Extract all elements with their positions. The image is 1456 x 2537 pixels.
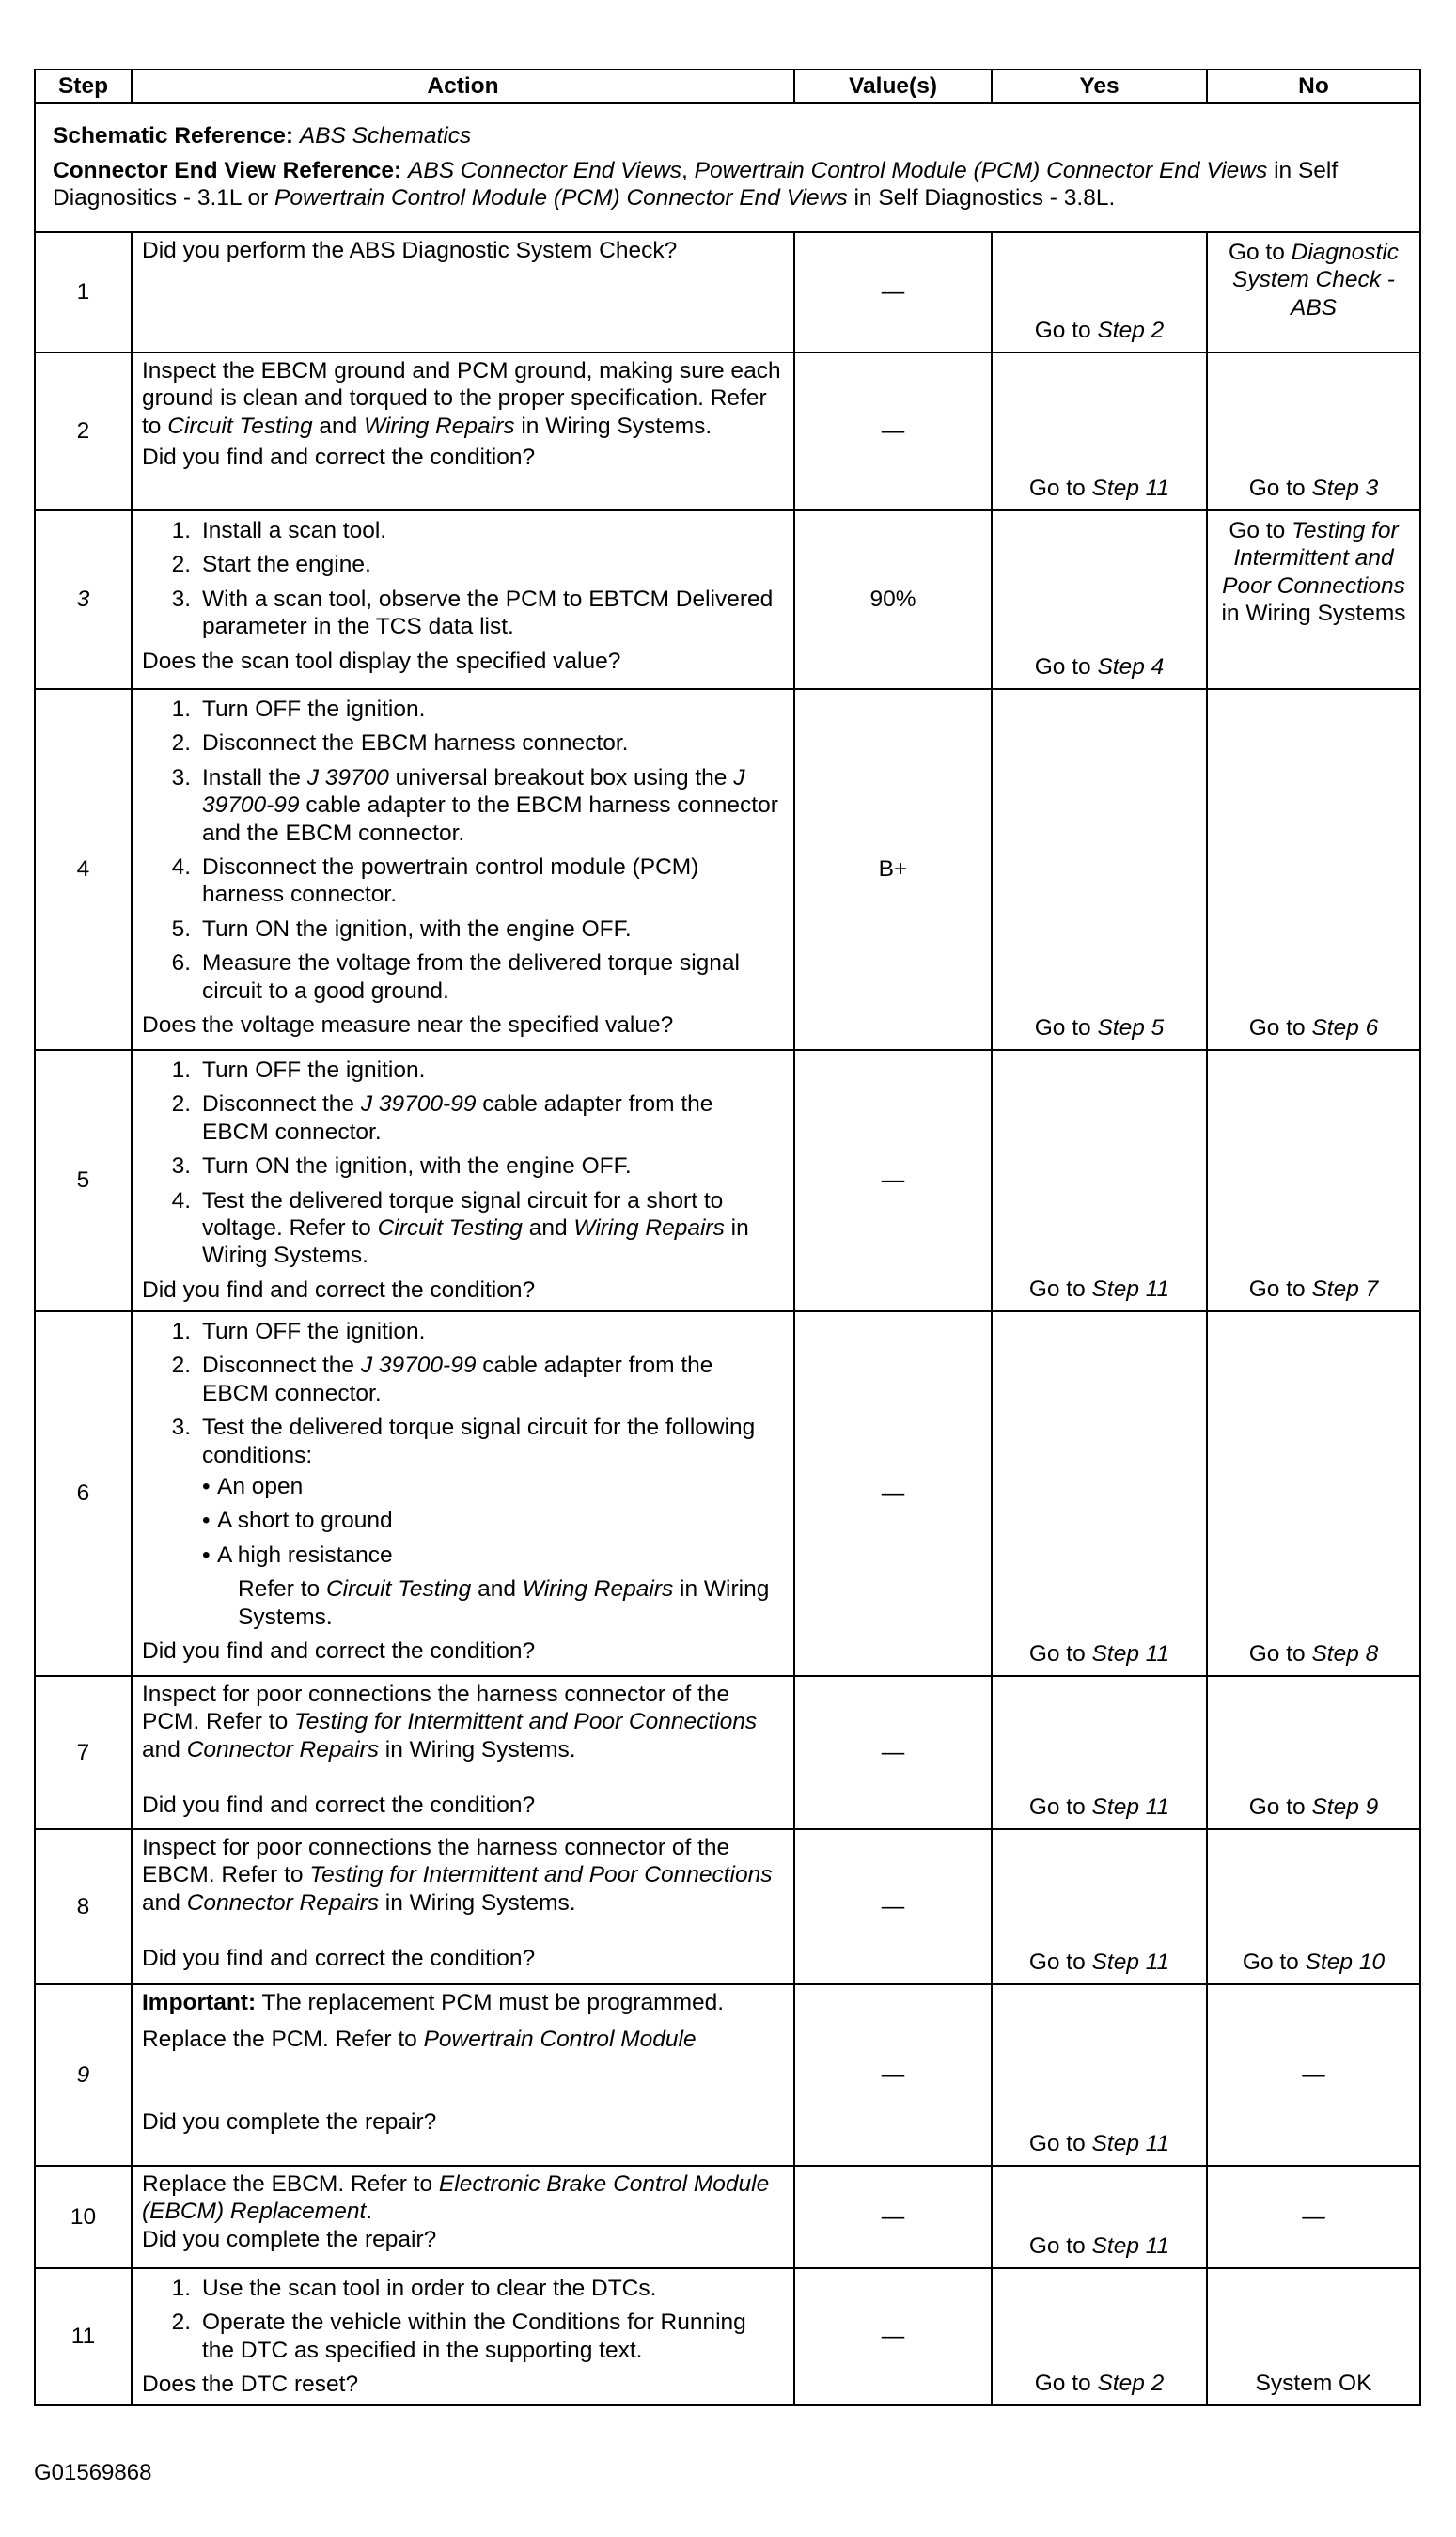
step-number: 5 (35, 1050, 132, 1311)
tool-link[interactable]: J 39700-99 (202, 764, 745, 819)
text-run: in Wiring Systems. (514, 413, 712, 439)
step-instruction: Inspect for poor connections the harness connector of the PCM. Refer to Testing for Intermittent and Poor Connections and Connector Repairs in Wiring Systems. (142, 1682, 758, 1762)
step-action (132, 1829, 794, 1984)
reference-cell (35, 103, 1420, 232)
step-yes (992, 1050, 1207, 1311)
no-prefix: Go to (1242, 1949, 1306, 1975)
list-item: 6. Measure the voltage from the delivered torque signal circuit to a good ground. (171, 950, 740, 1004)
step-value: — (794, 352, 992, 510)
yes-prefix: Go to (1028, 2232, 1092, 2259)
step-action (132, 352, 794, 510)
ref-link[interactable]: Circuit Testing (377, 1214, 523, 1241)
step-number: 11 (35, 2268, 132, 2405)
step-value: — (794, 1676, 992, 1829)
step-question: Does the voltage measure near the specified value? (142, 1011, 674, 1038)
step-row-3 (35, 510, 1420, 689)
bullet-item: • A high resistance (202, 1542, 393, 1568)
step-row-7 (35, 1676, 1420, 1829)
ref-link[interactable]: Circuit Testing (167, 413, 313, 439)
list-item: 2. Operate the vehicle within the Conditions for Running the DTC as specified in the supporting text. (171, 2310, 746, 2363)
step-value: — (794, 1829, 992, 1984)
yes-link[interactable]: Step 11 (1091, 2130, 1170, 2156)
step-yes (992, 510, 1207, 689)
refer-note: Refer to Circuit Testing and Wiring Repairs in Wiring Systems. (238, 1576, 770, 1630)
header-no: No (1207, 70, 1420, 103)
important-note: Important: The replacement PCM must be programmed. (142, 1990, 725, 2015)
no-prefix: Go to (1248, 1793, 1312, 1820)
step-row-10 (35, 2166, 1420, 2268)
step-number: 4 (35, 689, 132, 1050)
step-yes (992, 2166, 1207, 2268)
step-value: — (794, 2166, 992, 2268)
header-step: Step (35, 70, 132, 103)
step-number: 7 (35, 1676, 132, 1829)
no-prefix: Go to (1248, 1276, 1312, 1302)
step-row-9 (35, 1984, 1420, 2166)
list-item: 3. Install the J 39700 universal breakout box using the J 39700-99 cable adapter to the EBCM harness connector and the EBCM connector. (171, 764, 778, 846)
yes-prefix: Go to (1034, 2370, 1098, 2396)
step-no (1207, 1311, 1420, 1676)
step-yes (992, 689, 1207, 1050)
step-question: Did you find and correct the condition? (142, 1637, 536, 1664)
step-row-6 (35, 1311, 1420, 1676)
step-action (132, 1311, 794, 1676)
yes-prefix: Go to (1028, 1276, 1092, 1302)
tool-link[interactable]: J 39700-99 (360, 1353, 477, 1379)
step-row-1 (35, 232, 1420, 352)
no-link[interactable]: Step 10 (1305, 1949, 1386, 1975)
step-no (1207, 352, 1420, 510)
list-item: 4. Disconnect the powertrain control module (PCM) harness connector. (171, 853, 699, 908)
list-item: 2. Disconnect the J 39700-99 cable adapter from the EBCM connector. (171, 1353, 713, 1406)
connector-ref-link-2[interactable]: Powertrain Control Module (PCM) Connector End Views (694, 158, 1268, 184)
connector-sep: , (681, 158, 695, 184)
ref-link[interactable]: Circuit Testing (325, 1576, 472, 1603)
step-action (132, 232, 794, 352)
step-yes (992, 1676, 1207, 1829)
yes-link[interactable]: Step 5 (1097, 1014, 1165, 1041)
step-yes (992, 232, 1207, 352)
step-value: — (794, 1311, 992, 1676)
step-yes (992, 2268, 1207, 2405)
header-row (35, 70, 1420, 103)
ref-link[interactable]: Wiring Repairs (573, 1214, 725, 1241)
ref-link[interactable]: Electronic Brake Control Module (EBCM) Replacement (142, 2171, 770, 2225)
yes-prefix: Go to (1028, 1640, 1092, 1667)
connector-ref-end: in Self Diagnostics - 3.8L. (847, 184, 1116, 211)
list-item: 2. Disconnect the EBCM harness connector. (171, 730, 629, 757)
yes-link[interactable]: Step 11 (1091, 1276, 1170, 1302)
no-link[interactable]: Step 6 (1311, 1014, 1379, 1041)
condition-list (202, 1473, 784, 1569)
step-question: Does the DTC reset? (142, 2372, 359, 2398)
text-run: and (312, 413, 365, 439)
step-row-11 (35, 2268, 1420, 2405)
step-value: 90% (794, 510, 992, 689)
step-question: Did you complete the repair? (142, 2108, 437, 2135)
step-list (142, 2275, 784, 2364)
step-question: Did you find and correct the condition? (142, 1793, 536, 1819)
schematic-ref-label: Schematic Reference: (53, 123, 294, 149)
step-question: Did you find and correct the condition? (142, 1946, 536, 1972)
step-yes (992, 1829, 1207, 1984)
step-row-2 (35, 352, 1420, 510)
yes-link[interactable]: Step 11 (1091, 475, 1170, 501)
no-suffix: in Wiring Systems (1221, 601, 1406, 627)
ref-link[interactable]: Connector Repairs (186, 1736, 379, 1762)
list-item: 2. Disconnect the J 39700-99 cable adapter from the EBCM connector. (171, 1091, 713, 1145)
yes-prefix: Go to (1034, 317, 1098, 343)
yes-link[interactable]: Step 11 (1091, 2232, 1170, 2259)
step-yes (992, 1984, 1207, 2166)
list-item: 2. Start the engine. (171, 552, 371, 578)
ref-link[interactable]: Powertrain Control Module (423, 2027, 697, 2053)
connector-ref-link-1[interactable]: ABS Connector End Views (408, 158, 682, 184)
step-no: — (1207, 2166, 1420, 2268)
no-link[interactable]: Step 3 (1311, 475, 1379, 501)
bullet-item: • A short to ground (202, 1508, 393, 1534)
step-instruction: Inspect for poor connections the harness connector of the EBCM. Refer to Testing for Intermittent and Poor Connections and Connector Repairs in Wiring Systems. (142, 1835, 773, 1916)
step-yes (992, 352, 1207, 510)
step-list (142, 517, 784, 641)
yes-link[interactable]: Step 2 (1097, 2370, 1165, 2396)
connector-or: or (241, 184, 275, 211)
list-item: 5. Turn ON the ignition, with the engine OFF. (171, 916, 632, 942)
header-yes: Yes (992, 70, 1207, 103)
reference-row (35, 103, 1420, 232)
list-item: 1. Use the scan tool in order to clear the DTCs. (171, 2276, 657, 2301)
no-prefix: Go to (1228, 240, 1292, 265)
list-item: 1. Install a scan tool. (171, 518, 387, 543)
no-prefix: Go to (1248, 1640, 1312, 1667)
step-row-5 (35, 1050, 1420, 1311)
step-list (142, 1057, 784, 1270)
step-action (132, 2268, 794, 2405)
step-list (142, 1318, 784, 1631)
yes-link[interactable]: Step 4 (1097, 653, 1165, 680)
ref-link[interactable]: Testing for Intermittent and Poor Connections (294, 1709, 758, 1735)
ref-link[interactable]: Wiring Repairs (364, 413, 515, 439)
no-link[interactable]: Testing for Intermittent and Poor Connections (1222, 518, 1405, 599)
step-value: B+ (794, 689, 992, 1050)
step-number: 6 (35, 1311, 132, 1676)
step-question: Did you find and correct the condition? (142, 445, 536, 471)
step-no: — (1207, 1984, 1420, 2166)
figure-code: G01569868 (34, 2460, 152, 2485)
step-question: Did you complete the repair? (142, 2226, 437, 2252)
yes-prefix: Go to (1028, 1949, 1092, 1975)
list-item: 3. With a scan tool, observe the PCM to EBTCM Delivered parameter in the TCS data list. (171, 586, 774, 640)
no-prefix: Go to (1248, 1014, 1312, 1041)
step-question: Did you find and correct the condition? (142, 1276, 536, 1303)
yes-prefix: Go to (1028, 475, 1092, 501)
step-number: 3 (35, 510, 132, 689)
yes-link[interactable]: Step 2 (1097, 317, 1165, 343)
tool-link[interactable]: J 39700-99 (360, 1091, 477, 1118)
step-question: Does the scan tool display the specified value? (142, 648, 621, 674)
step-no (1207, 1050, 1420, 1311)
step-no (1207, 1676, 1420, 1829)
yes-link[interactable]: Step 11 (1091, 1949, 1170, 1975)
step-no (1207, 689, 1420, 1050)
ref-link[interactable]: Testing for Intermittent and Poor Connections (309, 1862, 773, 1888)
step-value: — (794, 2268, 992, 2405)
step-instruction: Replace the EBCM. Refer to Electronic Brake Control Module (EBCM) Replacement. (142, 2171, 770, 2225)
ref-link[interactable]: Wiring Repairs (522, 1576, 674, 1603)
list-item: 1. Turn OFF the ignition. (171, 697, 426, 722)
text-run: Inspect the EBCM ground and PCM ground, making sure each ground is clean and torqued to the proper specification. Refer to (142, 358, 781, 439)
no-link[interactable]: Step 7 (1311, 1276, 1379, 1302)
diagnostic-table-container (34, 69, 1419, 2406)
connector-ref-label: Connector End View Reference: (53, 158, 402, 184)
step-number: 8 (35, 1829, 132, 1984)
list-item: 1. Turn OFF the ignition. (171, 1319, 426, 1344)
yes-prefix: Go to (1034, 1014, 1098, 1041)
header-action: Action (132, 70, 794, 103)
no-link[interactable]: Step 9 (1311, 1793, 1379, 1820)
yes-prefix: Go to (1028, 2130, 1092, 2156)
connector-ref-mid: in Self Diagnositics - 3.1L (53, 158, 1339, 211)
step-instruction: Replace the PCM. Refer to Powertrain Control Module (142, 2027, 697, 2053)
step-number: 1 (35, 232, 132, 352)
no-link[interactable]: Step 8 (1311, 1640, 1379, 1667)
yes-prefix: Go to (1028, 1793, 1092, 1820)
yes-link[interactable]: Step 11 (1091, 1640, 1170, 1667)
ref-link[interactable]: Connector Repairs (186, 1889, 379, 1916)
yes-link[interactable]: Step 11 (1091, 1793, 1170, 1820)
step-no: System OK (1207, 2268, 1420, 2405)
list-item: 3. Test the delivered torque signal circuit for the following conditions: • An open • A short to ground • A high resistance Refer to Circuit Testing and Wiring Repairs in Wiring Systems. (142, 1414, 784, 1631)
header-value: Value(s) (794, 70, 992, 103)
diagnostic-table (34, 69, 1421, 2406)
step-list (142, 696, 784, 1005)
step-action (132, 510, 794, 689)
step-value: — (794, 1050, 992, 1311)
step-number: 9 (35, 1984, 132, 2166)
tool-link[interactable]: J 39700 (306, 764, 389, 791)
no-prefix: Go to (1248, 475, 1312, 501)
list-item: 3. Turn ON the ignition, with the engine OFF. (171, 1153, 632, 1180)
bullet-item: • An open (202, 1473, 304, 1499)
step-question: Did you perform the ABS Diagnostic System Check? (142, 238, 678, 263)
step-value: — (794, 232, 992, 352)
step-no (1207, 510, 1420, 689)
no-link[interactable]: Diagnostic System Check - ABS (1232, 240, 1400, 321)
step-row-4 (35, 689, 1420, 1050)
step-instruction (142, 357, 784, 440)
list-item: 4. Test the delivered torque signal circuit for a short to voltage. Refer to Circuit Testing and Wiring Repairs in Wiring Systems. (171, 1187, 749, 1269)
step-action (132, 689, 794, 1050)
step-yes (992, 1311, 1207, 1676)
step-number: 10 (35, 2166, 132, 2268)
step-action (132, 1984, 794, 2166)
connector-ref-link-3[interactable]: Powertrain Control Module (PCM) Connector End Views (274, 184, 848, 211)
step-no (1207, 232, 1420, 352)
list-item: 1. Turn OFF the ignition. (171, 1057, 426, 1083)
step-value: — (794, 1984, 992, 2166)
step-no (1207, 1829, 1420, 1984)
yes-prefix: Go to (1034, 653, 1098, 680)
no-prefix: Go to (1229, 518, 1292, 543)
step-action (132, 1676, 794, 1829)
step-row-8 (35, 1829, 1420, 1984)
step-action (132, 1050, 794, 1311)
step-number: 2 (35, 352, 132, 510)
schematic-ref-link[interactable]: ABS Schematics (299, 123, 472, 149)
step-action (132, 2166, 794, 2268)
important-label: Important: (142, 1990, 257, 2015)
